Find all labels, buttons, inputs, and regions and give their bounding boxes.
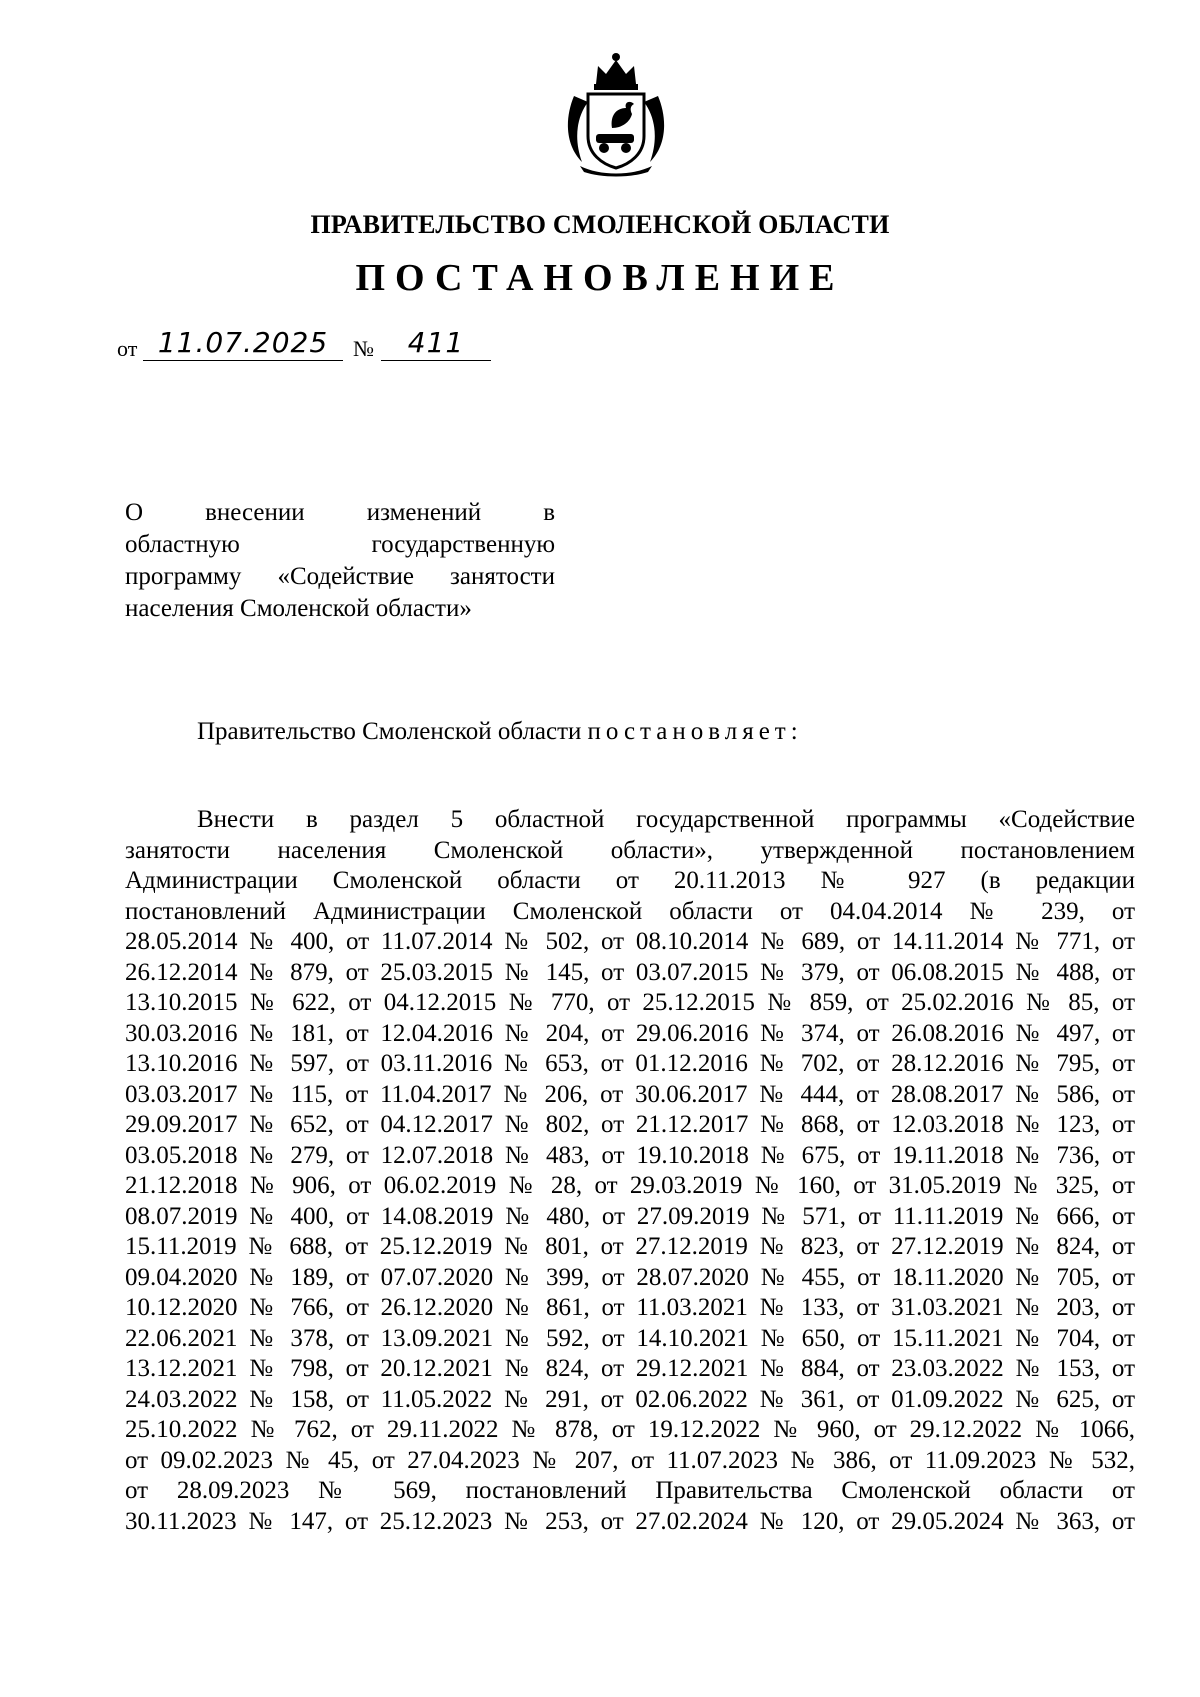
- body-line: 13.10.2015 № 622, от 04.12.2015 № 770, от 25.12.2015 № 859, от 25.02.2016 № 85, от: [125, 989, 1135, 1016]
- registration-line: [117, 328, 577, 368]
- document-type-title: ПОСТАНОВЛЕНИЕ: [355, 257, 845, 299]
- body-line: 03.05.2018 № 279, от 12.07.2018 № 483, от 19.10.2018 № 675, от 19.11.2018 № 736, от: [125, 1141, 1135, 1169]
- document-subject: [125, 497, 555, 625]
- body-line: Внести в раздел 5 областной государственной программы «Содействие: [197, 806, 1135, 833]
- body-line: 24.03.2022 № 158, от 11.05.2022 № 291, от 02.06.2022 № 361, от 01.09.2022 № 625, от: [125, 1385, 1135, 1413]
- body-line: Администрации Смоленской области от 20.11.2013 № 927 (в редакции: [125, 867, 1135, 894]
- subject-line: О внесении изменений в: [125, 499, 555, 526]
- body-line: от 28.09.2023 № 569, постановлений Правительства Смоленской области от: [125, 1477, 1135, 1504]
- body-line: от 09.02.2023 № 45, от 27.04.2023 № 207, от 11.07.2023 № 386, от 11.09.2023 № 532,: [125, 1446, 1135, 1474]
- body-paragraph: [125, 805, 1135, 1537]
- number-label: №: [353, 336, 374, 361]
- body-line: 21.12.2018 № 906, от 06.02.2019 № 28, от 29.03.2019 № 160, от 31.05.2019 № 325, от: [125, 1172, 1135, 1199]
- body-line: 08.07.2019 № 400, от 14.08.2019 № 480, от 27.09.2019 № 571, от 11.11.2019 № 666, от: [125, 1202, 1135, 1230]
- body-line: постановлений Администрации Смоленской области от 04.04.2014 № 239, от: [125, 897, 1135, 925]
- body-line: 30.03.2016 № 181, от 12.04.2016 № 204, от 29.06.2016 № 374, от 26.08.2016 № 497, от: [125, 1019, 1135, 1047]
- body-line: 10.12.2020 № 766, от 26.12.2020 № 861, от 11.03.2021 № 133, от 31.03.2021 № 203, от: [125, 1294, 1135, 1321]
- body-line: 26.12.2014 № 879, от 25.03.2015 № 145, от 03.07.2015 № 379, от 06.08.2015 № 488, от: [125, 958, 1135, 986]
- decree-verb: постановляет:: [587, 718, 803, 745]
- body-line: 25.10.2022 № 762, от 29.11.2022 № 878, от 19.12.2022 № 960, от 29.12.2022 № 1066,: [125, 1416, 1135, 1443]
- date-label: от: [117, 336, 138, 361]
- body-line: 09.04.2020 № 189, от 07.07.2020 № 399, от 28.07.2020 № 455, от 18.11.2020 № 705, от: [125, 1263, 1135, 1291]
- body-line: 28.05.2014 № 400, от 11.07.2014 № 502, от 08.10.2014 № 689, от 14.11.2014 № 771, от: [125, 928, 1135, 955]
- body-line: 29.09.2017 № 652, от 04.12.2017 № 802, от 21.12.2017 № 868, от 12.03.2018 № 123, от: [125, 1111, 1135, 1138]
- body-line: занятости населения Смоленской области», утвержденной постановлением: [125, 836, 1135, 864]
- body-line: 13.12.2021 № 798, от 20.12.2021 № 824, от 29.12.2021 № 884, от 23.03.2022 № 153, от: [125, 1355, 1135, 1382]
- decree-subject: Правительство Смоленской области: [197, 718, 582, 745]
- subject-line: населения Смоленской области»: [125, 595, 472, 622]
- body-line: 22.06.2021 № 378, от 13.09.2021 № 592, от 14.10.2021 № 650, от 15.11.2021 № 704, от: [125, 1324, 1135, 1352]
- handwritten-date: 11.07.2025: [143, 328, 343, 361]
- subject-line: программу «Содействие занятости: [125, 563, 555, 590]
- decree-intro: [197, 718, 803, 746]
- body-line: 15.11.2019 № 688, от 25.12.2019 № 801, от 27.12.2019 № 823, от 27.12.2019 № 824, от: [125, 1233, 1135, 1260]
- body-line: 30.11.2023 № 147, от 25.12.2023 № 253, от 27.02.2024 № 120, от 29.05.2024 № 363, от: [125, 1507, 1135, 1535]
- body-line: 13.10.2016 № 597, от 03.11.2016 № 653, от 01.12.2016 № 702, от 28.12.2016 № 795, от: [125, 1050, 1135, 1077]
- coat-of-arms-icon: [560, 50, 672, 178]
- organization-name: ПРАВИТЕЛЬСТВО СМОЛЕНСКОЙ ОБЛАСТИ: [310, 210, 890, 239]
- body-line: 03.03.2017 № 115, от 11.04.2017 № 206, от 30.06.2017 № 444, от 28.08.2017 № 586, от: [125, 1080, 1135, 1108]
- handwritten-number: 411: [381, 328, 491, 361]
- subject-line: областную государственную: [125, 531, 555, 558]
